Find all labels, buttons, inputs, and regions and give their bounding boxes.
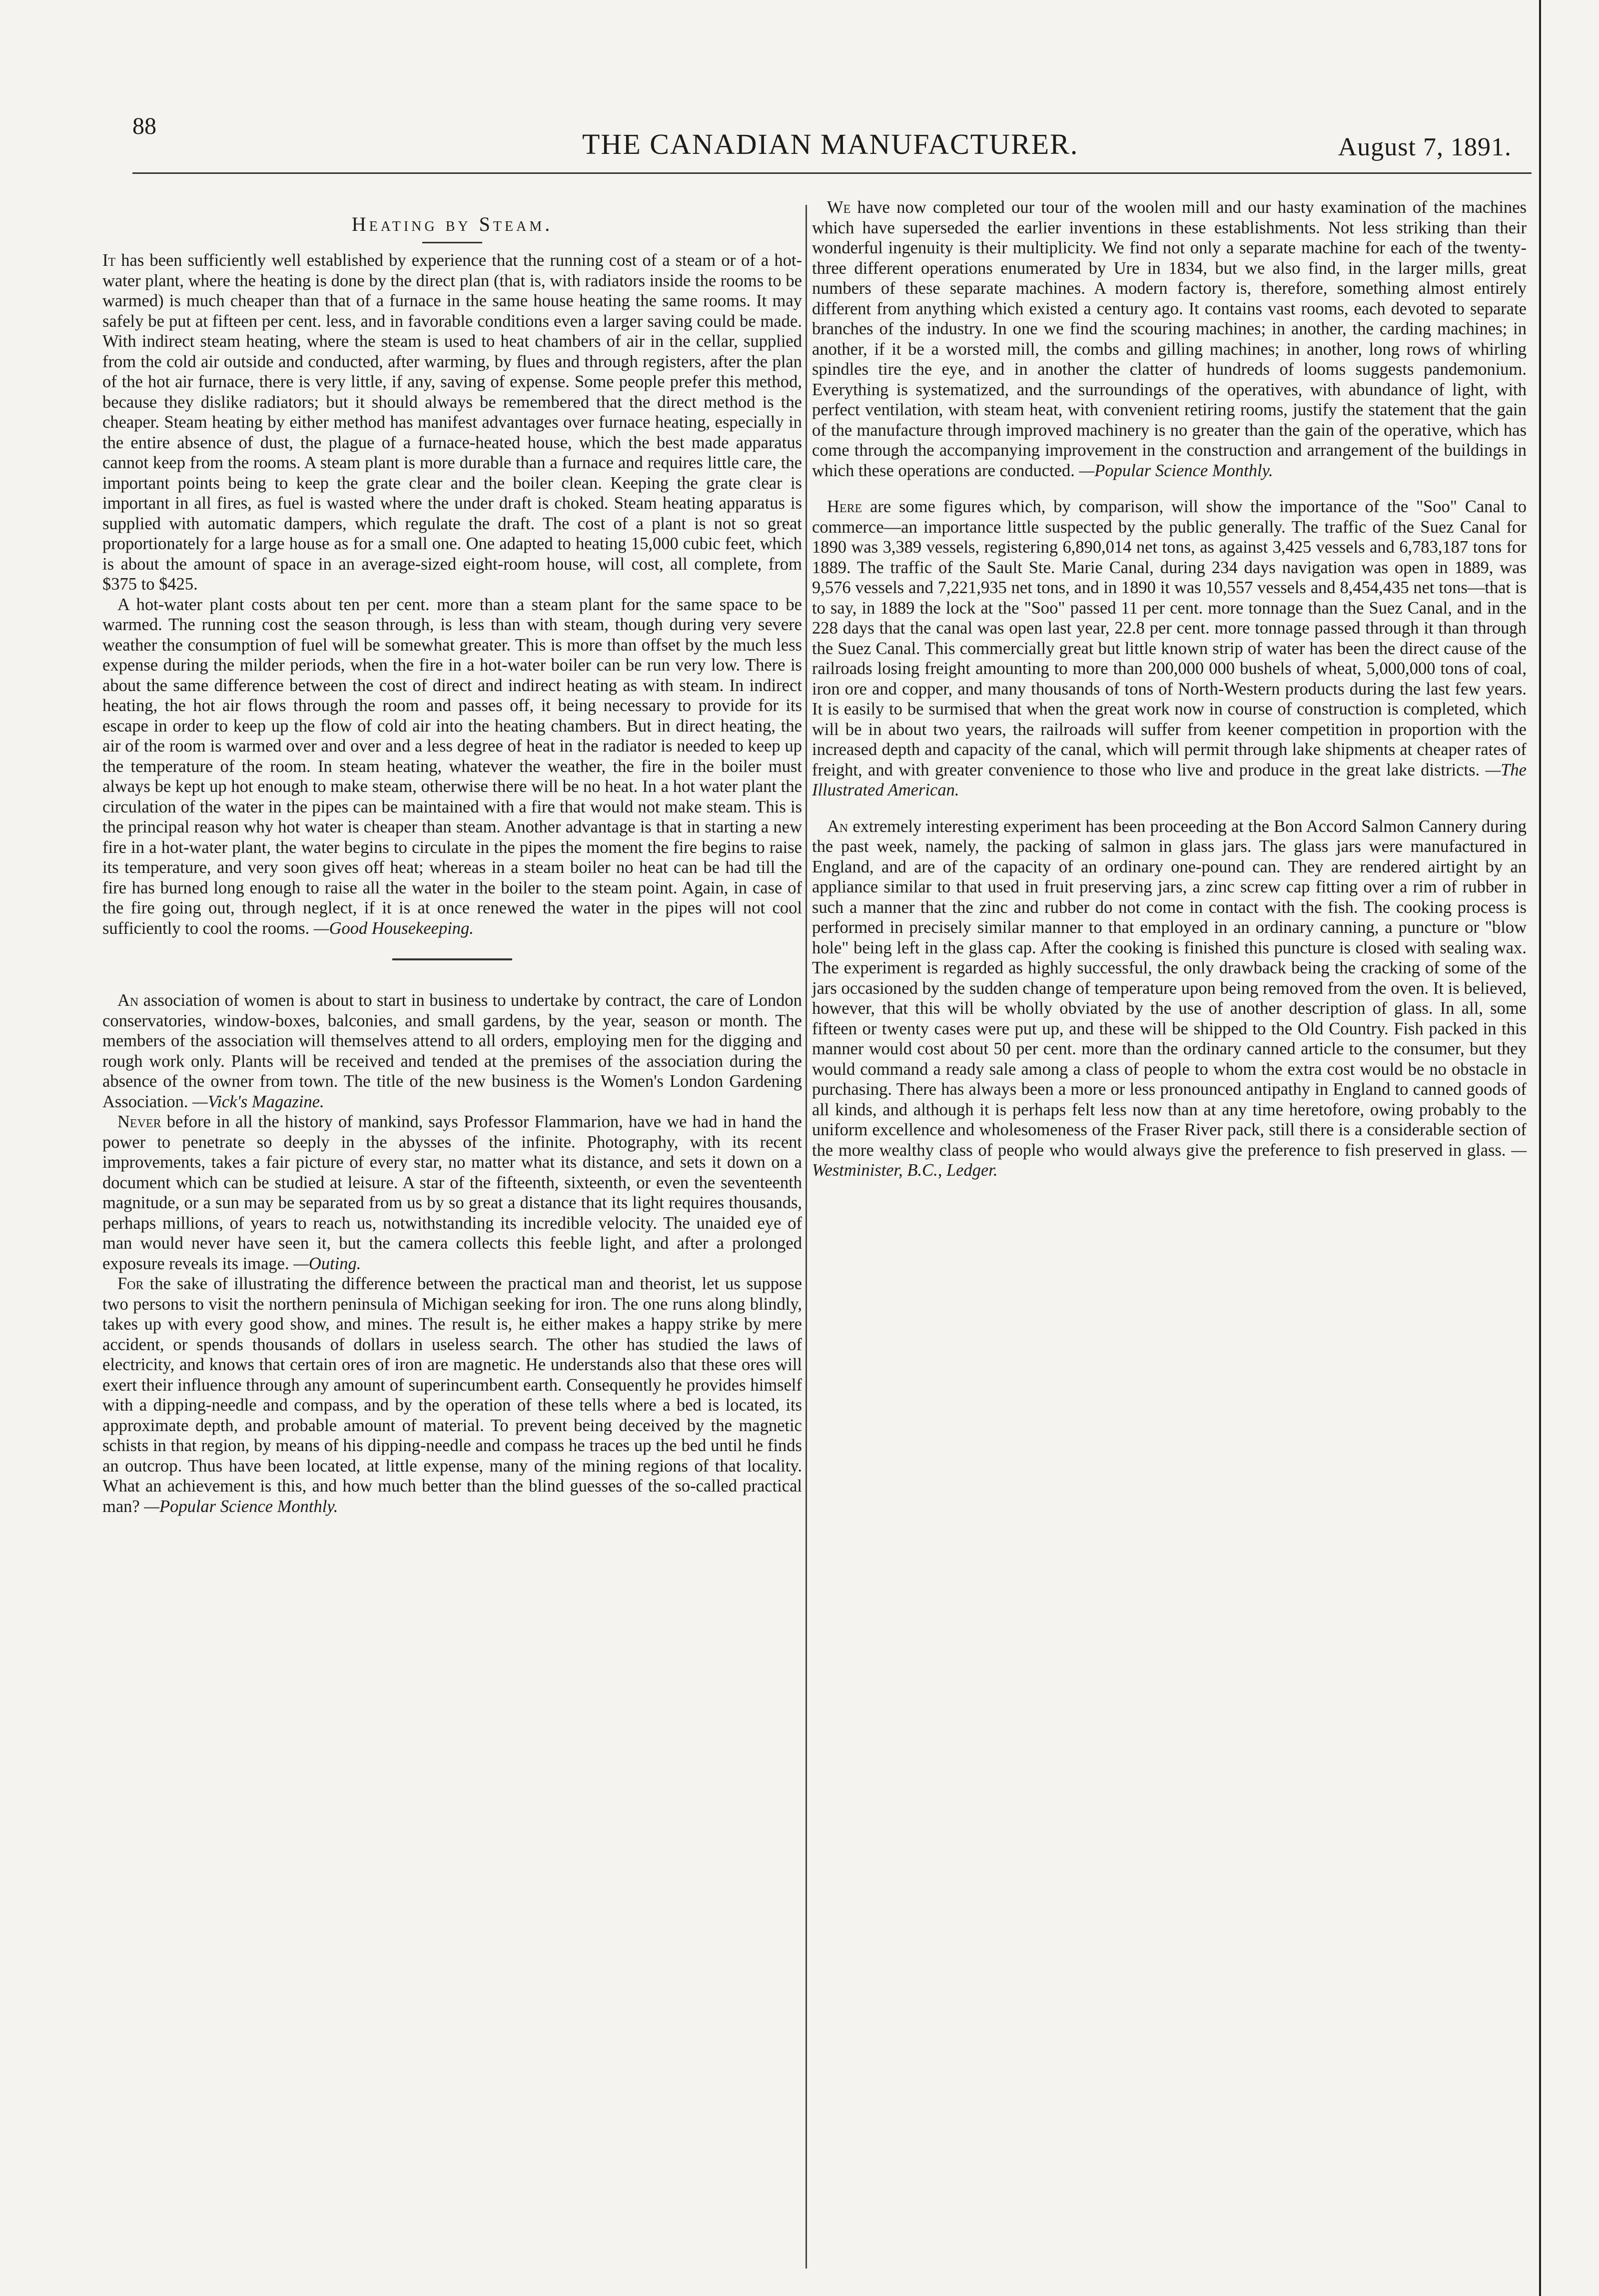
paragraph-text: before in all the history of mankind, says Professor Flammarion, have we had in hand the power to penetrate so deeply in the abysses of the infinite. Photography, with its recent improvements, takes a fair picture of every star, no matter what its distance, and sets it down on a document which can be studied at leisure. A star of the fifteenth, sixteenth, or even the seventeenth magnitude, or a sun may be separated from us by so great a distance that its light requires thousands, perhaps millions, of years to reach us, notwithstanding its incredible velocity. The unaided eye of man would never have seen it, but the camera collects this feeble light, and after a prolonged exposure reveals its image. bbox=[102, 1112, 802, 1273]
paragraph-lead: Never bbox=[117, 1112, 161, 1131]
article-paragraph bbox=[812, 816, 1527, 1181]
paragraph-text: extremely interesting experiment has been proceeding at the Bon Accord Salmon Cannery during the past week, namely, the packing of salmon in glass jars. The glass jars were manufactured in England, and are of the capacity of an ordinary one-pound can. They are rendered airtight by an appliance similar to that used in fruit preserving jars, a zinc screw cap fitting over a rim of rubber in such a manner that the zinc and rubber do not come in contact with the fish. The cooking process is performed in precisely similar manner to that employed in an ordinary canning, a puncture or "blow hole" being left in the glass cap. After the cooking is finished this puncture is closed with sealing wax. The experiment is regarded as highly successful, the only drawback being the cracking of some of the jars occasioned by the sudden change of temperature upon being removed from the oven. It is believed, however, that this will be wholly obviated by the use of another description of glass. In all, some fifteen or twenty cases were put up, and these will be shipped to the Old Country. Fish packed in this manner would cost about 50 per cent. more than the ordinary canned article to the consumer, but they would command a ready sale among a class of people to whom the extra cost would be no obstacle in purchasing. There has always been a more or less pronounced antipathy in England to canned goods of all kinds, and although it is perhaps felt less now than at any time heretofore, owing probably to the uniform excellence and wholesomeness of the Fraser River pack, still there is a considerable section of the more wealthy class of people who would always give the preference to fish preserved in glass. bbox=[812, 816, 1527, 1160]
page-number: 88 bbox=[132, 113, 156, 139]
paragraph-lead: We bbox=[827, 198, 851, 217]
article-paragraph bbox=[812, 197, 1527, 481]
paragraph-text: the sake of illustrating the difference between the practical man and theorist, let us suppose two persons to visit the northern peninsula of Michigan seeking for iron. The one runs along blindly, takes up with every good show, and mines. The result is, he either makes a happy strike by mere accident, or spends thousands of dollars in useless search. The other has studied the laws of electricity, and knows that certain ores of iron are magnetic. He understands also that these ores will exert their influence through any amount of superincumbent earth. Consequently he provides himself with a dipping-needle and compass, and by the operation of these tells where a bed is located, its approximate depth, and probable amount of material. To prevent being deceived by the magnetic schists in that region, by means of his dipping-needle and compass he traces up the bed until he finds an outcrop. Thus have been located, at little expense, many of the mining regions of that locality. What an achievement is this, and how much better than the blind guesses of the so-called practical man? bbox=[102, 1274, 802, 1516]
column-divider bbox=[805, 205, 807, 2269]
paragraph-lead: Here bbox=[827, 497, 862, 516]
article-source: —Popular Science Monthly. bbox=[144, 1497, 338, 1516]
article-paragraph bbox=[812, 497, 1527, 800]
journal-title: THE CANADIAN MANUFACTURER. bbox=[582, 128, 1079, 160]
paragraph-gap bbox=[812, 800, 1527, 816]
article-title: Heating by Steam. bbox=[351, 213, 553, 235]
article-paragraph bbox=[102, 595, 802, 939]
page-header bbox=[132, 112, 1512, 161]
article-salmon-glass-jars bbox=[812, 816, 1527, 1181]
paragraph-lead: An bbox=[827, 816, 848, 836]
paragraph-text: have now completed our tour of the woolen mill and our hasty examination of the machines which have superseded the earlier inventions in these establishments. Not less striking than their wonderful ingenuity is their multiplicity. We find not only a separate machine for each of the twenty-three different operations enumerated by Ure in 1834, but we also find, in the larger mills, great numbers of these separate machines. A modern factory is, therefore, something almost entirely different from anything which existed a century ago. It contains vast rooms, each devoted to separate branches of the industry. In one we find the scouring machines; in another, the carding machines; in another, if it be a worsted mill, the combs and gilling machines; in another, long rows of whirling spindles tire the eye, and in another the clatter of hundreds of looms suggests pandemonium. Everything is systematized, and the surroundings of the operatives, with abundance of light, with perfect ventilation, with steam heat, with convenient retiring rooms, justify the statement that the gain of the manufacture through improved machinery is no greater than the gain of the operative, which has come through the accompanying improvement in the construction and arrangement of the buildings in which these operations are conducted. bbox=[812, 198, 1527, 480]
paragraph-lead: For bbox=[117, 1274, 144, 1293]
article-source: —Popular Science Monthly. bbox=[1079, 461, 1273, 480]
section-divider bbox=[392, 958, 512, 960]
article-paragraph bbox=[102, 990, 802, 1112]
article-paragraph bbox=[102, 1274, 802, 1517]
article-soo-canal bbox=[812, 497, 1527, 800]
right-column bbox=[812, 197, 1527, 1181]
article-source: —The Illustrated American. bbox=[812, 760, 1527, 799]
article-source: —Outing. bbox=[293, 1254, 361, 1273]
paragraph-text: association of women is about to start in business to undertake by contract, the care of London conservatories, window-boxes, balconies, and small gardens, by the year, season or month. The members of the association will themselves attend to all orders, employing men for the digging and rough work only. Plants will be received and tended at the premises of the association during the absence of the owner from town. The title of the new business is the Women's London Gardening Association. bbox=[102, 991, 802, 1111]
page-edge-shadow bbox=[1539, 0, 1541, 2296]
article-gardening-association bbox=[102, 990, 802, 1112]
title-rule bbox=[422, 242, 482, 243]
article-source: —Good Housekeeping. bbox=[313, 918, 474, 938]
article-iron-seeking bbox=[102, 1274, 802, 1517]
article-source: —Westminister, B.C., Ledger. bbox=[812, 1140, 1527, 1180]
paragraph-text: are some figures which, by comparison, will show the importance of the "Soo" Canal to commerce—an importance little suspected by the public generally. The traffic of the Suez Canal for 1890 was 3,389 vessels, registering 6,890,014 net tons, as against 3,425 vessels and 6,783,187 tons for 1889. The traffic of the Sault Ste. Marie Canal, during 234 days navigation was open in 1889, was 9,576 vessels and 7,221,935 net tons, and in 1890 it was 10,557 vessels and 8,454,435 net tons—that is to say, in 1889 the lock at the "Soo" passed 11 per cent. more tonnage than the Suez Canal, and in the 228 days that the canal was open last year, 22.8 per cent. more tonnage passed through it than through the Suez Canal. This commercially great but little known strip of water has been the direct cause of the railroads losing freight amounting to more than 200,000 000 bushels of wheat, 5,000,000 tons of coal, iron ore and copper, and many thousands of tons of North-Western products during the last few years. It is easily to be surmised that when the great work now in course of construction is completed, which will be in about two years, the railroads will suffer from keener competition in proportion with the increased depth and capacity of the canal, which will permit through lake shipments at cheaper rates of freight, and with greater convenience to those who live and produce in the great lake districts. bbox=[812, 497, 1527, 779]
article-photography bbox=[102, 1112, 802, 1274]
paragraph-text: has been sufficiently well established by experience that the running cost of a steam or of a hot-water plant, where the heating is done by the direct plan (that is, with radiators inside the rooms to be warmed) is much cheaper than that of a furnace in the same house heating the same rooms. It may safely be put at fifteen per cent. less, and in favorable conditions even a larger saving could be made. With indirect steam heating, where the steam is used to heat chambers of air in the cellar, supplied from the cold air outside and conducted, after warming, by flues and through registers, after the plan of the hot air furnace, there is very little, if any, saving of expense. Some people prefer this method, because they dislike radiators; but it should always be remembered that the direct method is the cheaper. Steam heating by either method has manifest advantages over furnace heating, especially in the entire absence of dust, the plague of a furnace-heated house, which the best made apparatus cannot keep from the rooms. A steam plant is more durable than a furnace and requires little care, the important points being to keep the grate clear and the boiler clean. Keeping the grate clear is important in all fires, as fuel is wasted where the under draft is choked. Steam heating apparatus is supplied with automatic dampers, which regulate the draft. The cost of a plant is not so great proportionately for a large house as for a small one. One adapted to heating 15,000 cubic feet, which is about the amount of space in an average-sized eight-room house, will cost, all complete, from $375 to $425. bbox=[102, 251, 802, 594]
article-paragraph bbox=[102, 1112, 802, 1274]
left-column bbox=[102, 197, 802, 1517]
article-woolen-mill bbox=[812, 197, 1527, 481]
paragraph-lead: It bbox=[102, 251, 116, 270]
issue-date: August 7, 1891. bbox=[1338, 133, 1512, 161]
article-paragraph bbox=[102, 250, 802, 595]
article-source: —Vick's Magazine. bbox=[192, 1092, 324, 1111]
paragraph-text: A hot-water plant costs about ten per cent. more than a steam plant for the same space to be warmed. The running cost the season through, is less than with steam, though during very severe weather the consumption of fuel will be somewhat greater. This is more than offset by the much less expense during the milder periods, when the fire in a hot-water boiler can be run very low. There is about the same difference between the cost of direct and indirect heating as with steam. In indirect heating, the hot air flows through the room and passes off, it being necessary to provide for its escape in order to keep up the flow of cold air into the heating chambers. But in direct heating, the air of the room is warmed over and over and a less degree of heat in the radiator is needed to keep up the temperature of the room. In steam heating, whatever the weather, the fire in the boiler must always be kept up hot enough to make steam, otherwise there will be no heat. In a hot water plant the circulation of the water in the pipes can be maintained with a fire that would not make steam. This is the principal reason why hot water is cheaper than steam. Another advantage is that in starting a new fire in a hot-water plant, the water begins to circulate in the pipes the moment the fire begins to raise its temperature, and very soon gives off heat; whereas in a steam boiler no heat can be had till the fire has burned long enough to raise all the water in the boiler to the steam point. Again, in case of the fire going out, through neglect, if it is at once renewed the water in the pipes will not cool sufficiently to cool the rooms. bbox=[102, 595, 802, 938]
article-heating-by-steam bbox=[102, 212, 802, 938]
paragraph-lead: An bbox=[117, 991, 139, 1010]
paragraph-gap bbox=[812, 481, 1527, 497]
header-rule bbox=[132, 172, 1532, 174]
